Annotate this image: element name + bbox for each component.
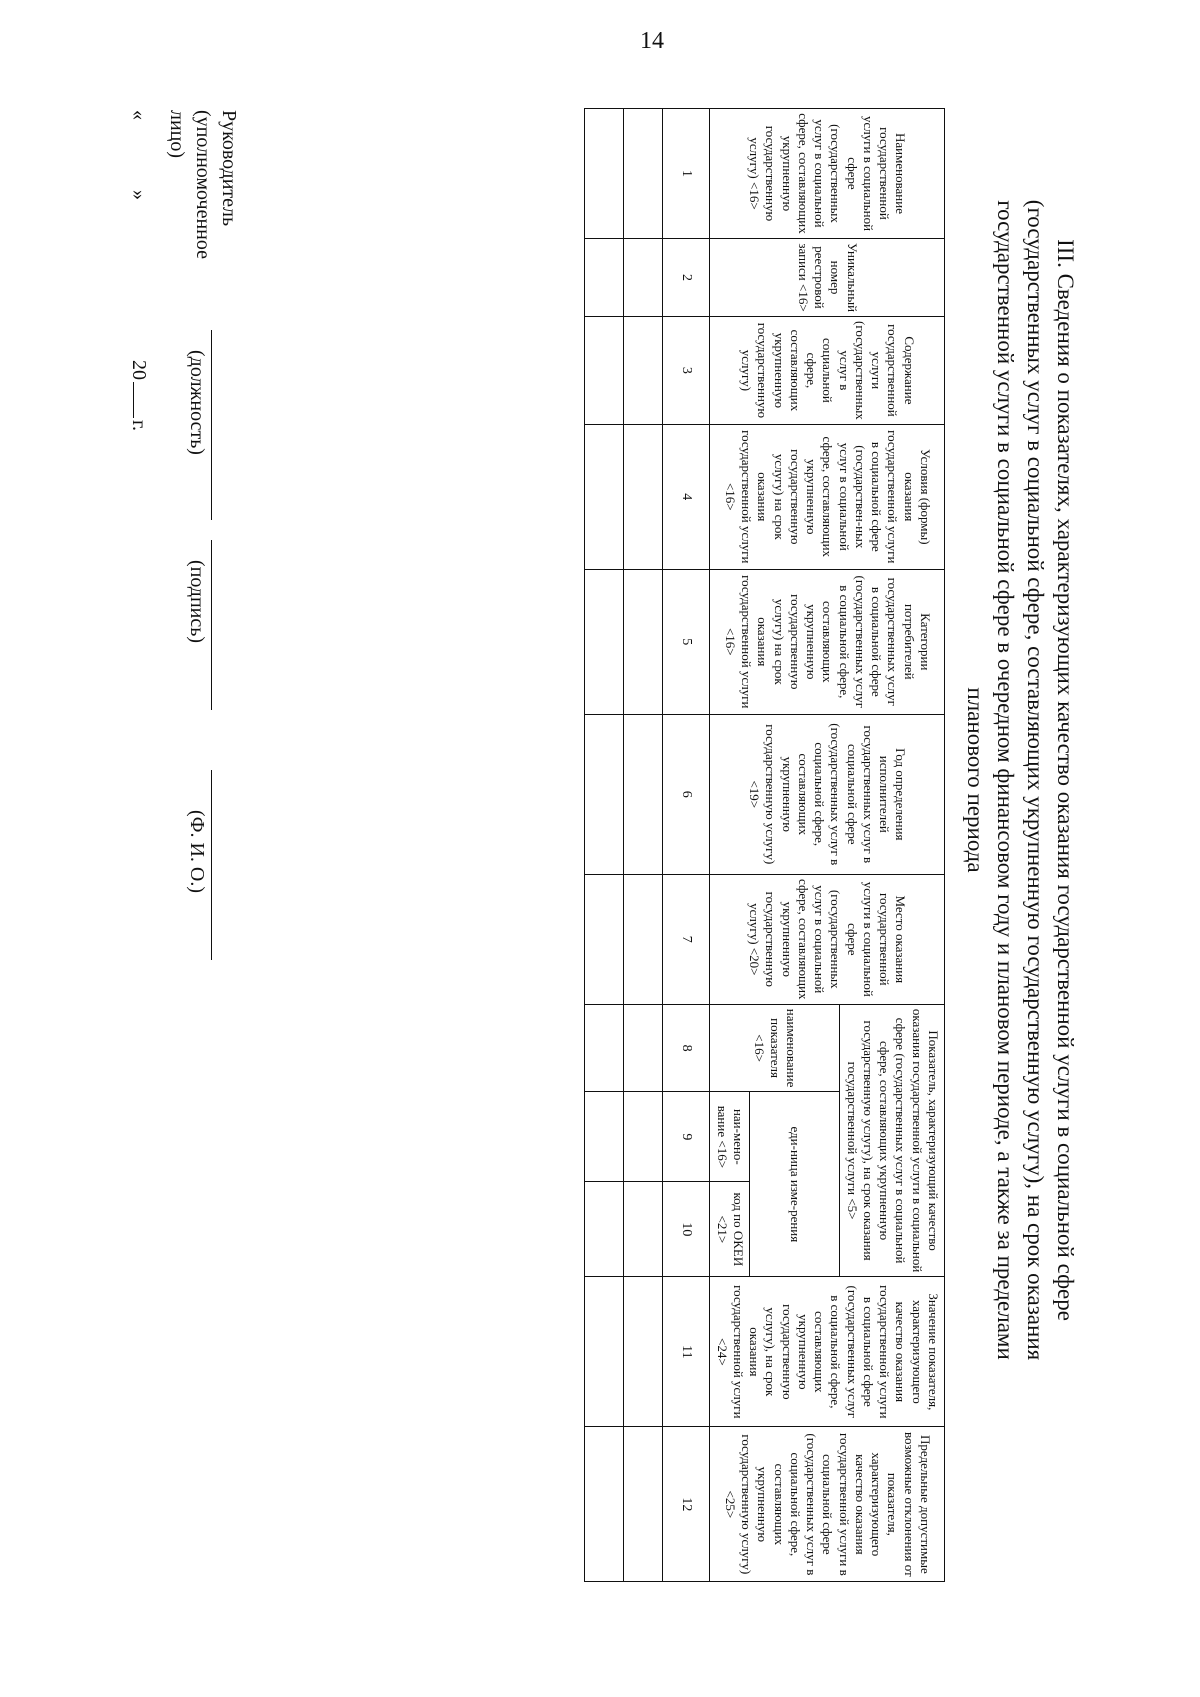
- date-suffix: г.: [128, 420, 150, 431]
- col-num-10: 10: [663, 1182, 710, 1277]
- header-c9: наи-мено-вание <16>: [710, 1092, 750, 1182]
- header-c1: Наименование государственной услуги в социальной сфере (государственных услуг в социальной сфере, составляющих укрупненную государственную услугу) <16>: [710, 109, 945, 239]
- header-c2: Уникальный номер реестровой записи <16>: [710, 239, 945, 317]
- header-c3: Содержание государственной услуги (государственных услуг в социальной сфере, составляющих укрупненную государственную услугу): [710, 317, 945, 425]
- header-c12: Предельные допустимые возможные отклонения от показателя, характеризующего качество оказания государственной услуги в социальной сфере (государственных услуг в социальной сфере, составляющих укрупненную государственную услугу) <25>: [710, 1427, 945, 1582]
- name-label: (Ф. И. О.): [186, 810, 208, 894]
- col-num-12: 12: [663, 1427, 710, 1582]
- col-num-7: 7: [663, 874, 710, 1004]
- date-open-quote: «: [128, 110, 150, 120]
- col-num-3: 3: [663, 317, 710, 425]
- title-line-2: (государственных услуг в социальной сфере, составляющих укрупненную государственную услугу), на срок оказания: [1023, 199, 1048, 1361]
- header-c4: Условия (формы) оказания государственной услуги в социальной сфере (государствен-ных услуг в социальной сфере, составляющих укрупненную государственную услугу) на срок оказания государственной услуги <16>: [710, 424, 945, 569]
- blank-row-1: [624, 109, 663, 1582]
- section-title: [960, 120, 1080, 1440]
- position-line: [211, 330, 212, 520]
- col-num-11: 11: [663, 1277, 710, 1427]
- header-row-1: [840, 109, 945, 1582]
- col-num-2: 2: [663, 239, 710, 317]
- date-close-quote: »: [128, 190, 150, 200]
- col-num-8: 8: [663, 1004, 710, 1092]
- title-line-4: планового периода: [963, 687, 988, 873]
- col-num-1: 1: [663, 109, 710, 239]
- signatory-head-line2: (уполномоченное: [192, 110, 214, 260]
- signature-line: [211, 540, 212, 710]
- title-line-3: государственной услуги в социальной сфере в очередном финансовом году и плановом периоде, а также за пределами: [993, 200, 1018, 1360]
- col-num-9: 9: [663, 1092, 710, 1182]
- date-line: [127, 110, 150, 431]
- header-c5: Категории потребителей государственных услуг в социальной сфере (государственных услуг в социальной сфере, составляющих укрупненную государственную услугу) на срок оказания государственной услуги <16>: [710, 569, 945, 714]
- header-c8: наименование показателя <16>: [710, 1004, 840, 1092]
- blank-row-2: [585, 109, 624, 1582]
- col-num-6: 6: [663, 714, 710, 874]
- title-line-1: III. Сведения о показателях, характеризующих качество оказания государственной услуги в социальной сфере: [1053, 239, 1078, 1321]
- header-unit-group: еди-ница изме-рения: [750, 1092, 841, 1277]
- header-c11: Значение показателя, характеризующего качество оказания государственной услуги в социальной сфере (государственных услуг в социальной сфере, составляющих укрупненную государственную услугу), на срок оказания государственной услуги <24>: [710, 1277, 945, 1427]
- signatory-head-line3: лицо): [166, 110, 188, 159]
- header-c7: Место оказания государственной услуги в социальной сфере (государственных услуг в социальной сфере, составляющих укрупненную государственную услугу) <20>: [710, 874, 945, 1004]
- quality-indicators-table: [585, 108, 946, 1582]
- name-line: [211, 770, 212, 960]
- header-c6: Год определения исполнителей государственных услуг в социальной сфере (государственных услуг в социальной сфере, составляющих укрупненную государственную услугу) <19>: [710, 714, 945, 874]
- signatory-block: [164, 110, 242, 259]
- col-num-4: 4: [663, 424, 710, 569]
- col-num-5: 5: [663, 569, 710, 714]
- header-indicator-group: Показатель, характеризующий качество оказания государственной услуги в социальной сфере (государственных услуг в социальной сфере, составляющих укрупненную государственную услугу), на срок оказания государственной услуги <5>: [840, 1004, 945, 1277]
- date-year: 20: [128, 360, 150, 380]
- signature-label: (подпись): [186, 560, 208, 644]
- position-label: (должность): [186, 350, 208, 455]
- column-number-row: [663, 109, 710, 1582]
- header-c10: код по ОКЕИ <21>: [710, 1182, 750, 1277]
- page-number: 14: [640, 28, 664, 54]
- signatory-head-line1: Руководитель: [218, 110, 240, 227]
